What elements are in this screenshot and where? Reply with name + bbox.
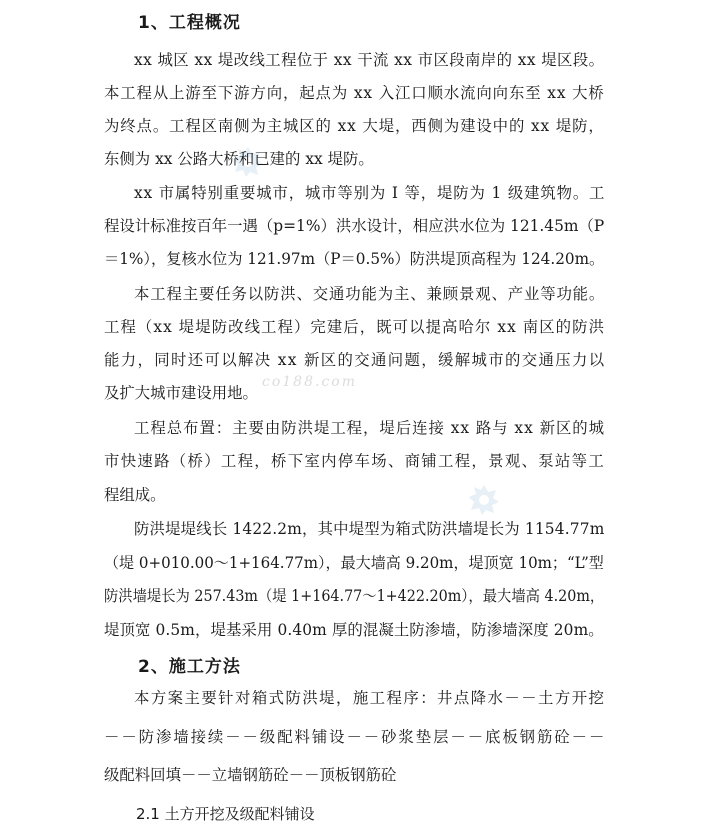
section-heading-overview: 1、工程概况 <box>138 13 241 33</box>
paragraph-line: 本工程从上游至下游方向，起点为 xx 入江口顺水流向向东至 xx 大桥 <box>104 84 605 102</box>
watermark-text: co188.com <box>262 374 357 390</box>
paragraph-line: 市快速路（桥）工程，桥下室内停车场、商铺工程，景观、泵站等工 <box>104 452 606 470</box>
paragraph-line: 工程总布置：主要由防洪堤工程，堤后连接 xx 路与 xx 新区的城 <box>134 419 606 437</box>
paragraph-line: 东侧为 xx 公路大桥和已建的 xx 堤防。 <box>104 150 374 168</box>
paragraph-line: 级配料回填－－立墙钢筋砼－－顶板钢筋砼 <box>104 766 397 784</box>
paragraph-line: 本方案主要针对箱式防洪堤，施工程序：井点降水－－土方开挖 <box>134 689 606 707</box>
paragraph-line: 为终点。工程区南侧为主城区的 xx 大堤，西侧为建设中的 xx 堤防， <box>104 117 605 135</box>
paragraph-line: ＝1%），复核水位为 121.97m（P＝0.5%）防洪堤顶高程为 124.20m。 <box>104 250 605 268</box>
paragraph-line: 防洪堤堤线长 1422.2m，其中堤型为箱式防洪墙堤长为 1154.77m <box>134 520 605 538</box>
section-heading-method: 2、施工方法 <box>138 657 241 677</box>
paragraph-line: 程组成。 <box>104 486 166 504</box>
paragraph-line: xx 城区 xx 堤改线工程位于 xx 干流 xx 市区段南岸的 xx 堤区段。 <box>134 51 605 69</box>
paragraph-line: －－防渗墙接续－－级配料铺设－－砂浆垫层－－底板钢筋砼－－ <box>104 728 607 746</box>
paragraph-line: 程设计标准按百年一遇（p=1%）洪水设计，相应洪水位为 121.45m（P <box>104 217 605 235</box>
paragraph-line: 防洪墙堤长为 257.43m（堤 1+164.77～1+422.20m），最大墙高 4.20m， <box>104 587 605 605</box>
subsection-heading: 2.1 土方开挖及级配料铺设 <box>136 805 315 823</box>
paragraph-line: 能力，同时还可以解决 xx 新区的交通问题，缓解城市的交通压力以 <box>104 351 606 369</box>
paragraph-line: （堤 0+010.00～1+164.77m），最大墙高 9.20m，堤顶宽 10m；“L”型 <box>104 554 604 572</box>
paragraph-line: xx 市属特别重要城市，城市等别为 Ⅰ 等，堤防为 1 级建筑物。工 <box>134 184 606 202</box>
paragraph-line: 堤顶宽 0.5m，堤基采用 0.40m 厚的混凝土防渗墙，防渗墙深度 20m。 <box>104 621 604 639</box>
paragraph-line: 及扩大城市建设用地。 <box>104 384 258 402</box>
paragraph-line: 工程（xx 堤堤防改线工程）完建后，既可以提高哈尔 xx 南区的防洪 <box>104 318 606 336</box>
watermark-logo-icon <box>468 484 500 516</box>
paragraph-line: 本工程主要任务以防洪、交通功能为主、兼顾景观、产业等功能。 <box>134 285 606 303</box>
